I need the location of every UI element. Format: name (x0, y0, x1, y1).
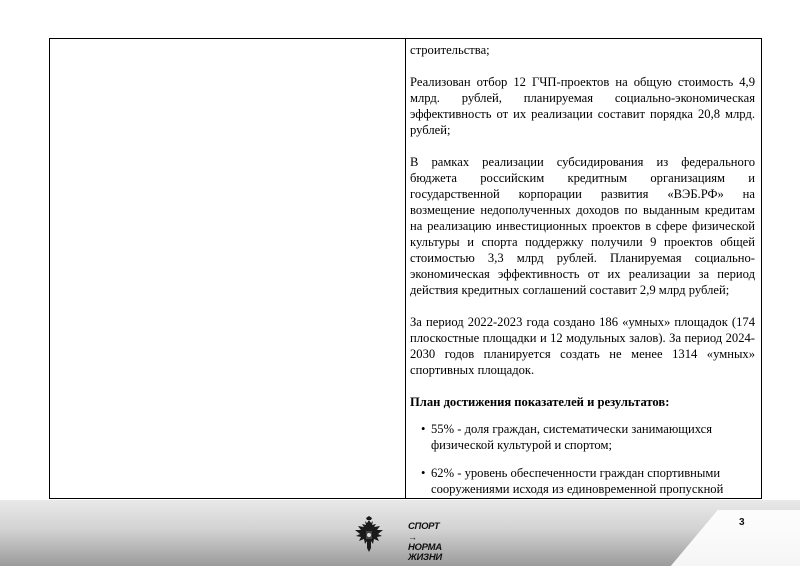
brand-line-2: НОРМА (408, 542, 442, 553)
list-item: • 55% - доля граждан, систематически занимающихся физической культурой и спортом; (427, 421, 755, 453)
table-right-column (406, 39, 761, 498)
footer-decoration (642, 510, 800, 566)
paragraph-construction: строительства; (410, 43, 490, 57)
table-left-column (50, 39, 406, 498)
brand-arrow-icon: → (408, 532, 417, 542)
brand-line-1: СПОРТ (408, 521, 440, 532)
paragraph-subsidies: В рамках реализации субсидирования из федерального бюджета российским кредитным организациям и государственной корпорации развития «ВЭБ.РФ» на возмещение недополученных доходов по выданным кредитам на реализацию инвестиционных проектов в сфере физической культуры и спорта поддержку получили 9 проектов общей стоимостью 3,3 млрд рублей. Планируемая социально-экономическая эффективность от их реализации за период действия кредитных соглашений составит 2,9 млрд рублей; (410, 155, 755, 297)
brand-line-3: ЖИЗНИ (408, 552, 442, 563)
content-table (49, 38, 762, 499)
page-number: 3 (739, 517, 745, 528)
paragraph-smart-playgrounds: За период 2022-2023 года создано 186 «умных» площадок (174 плоскостные площадки и 12 модульных залов). За период 2024-2030 годов планируется создать не менее 1314 «умных» спортивных площадок. (410, 315, 755, 377)
list-item: • 62% - уровень обеспеченности граждан спортивными сооружениями исходя из единовременной пропускной (427, 465, 755, 497)
results-plan-heading: План достижения показателей и результатов: (410, 395, 670, 409)
russian-eagle-emblem-icon (352, 516, 386, 556)
paragraph-ppp-projects: Реализован отбор 12 ГЧП-проектов на общую стоимость 4,9 млрд. рублей, планируемая социально-экономическая эффективность от их реализации составит порядка 20,8 млрд. рублей; (410, 75, 755, 137)
results-list (410, 421, 755, 497)
footer-band (0, 500, 800, 566)
sport-norm-life-logo (408, 521, 456, 563)
